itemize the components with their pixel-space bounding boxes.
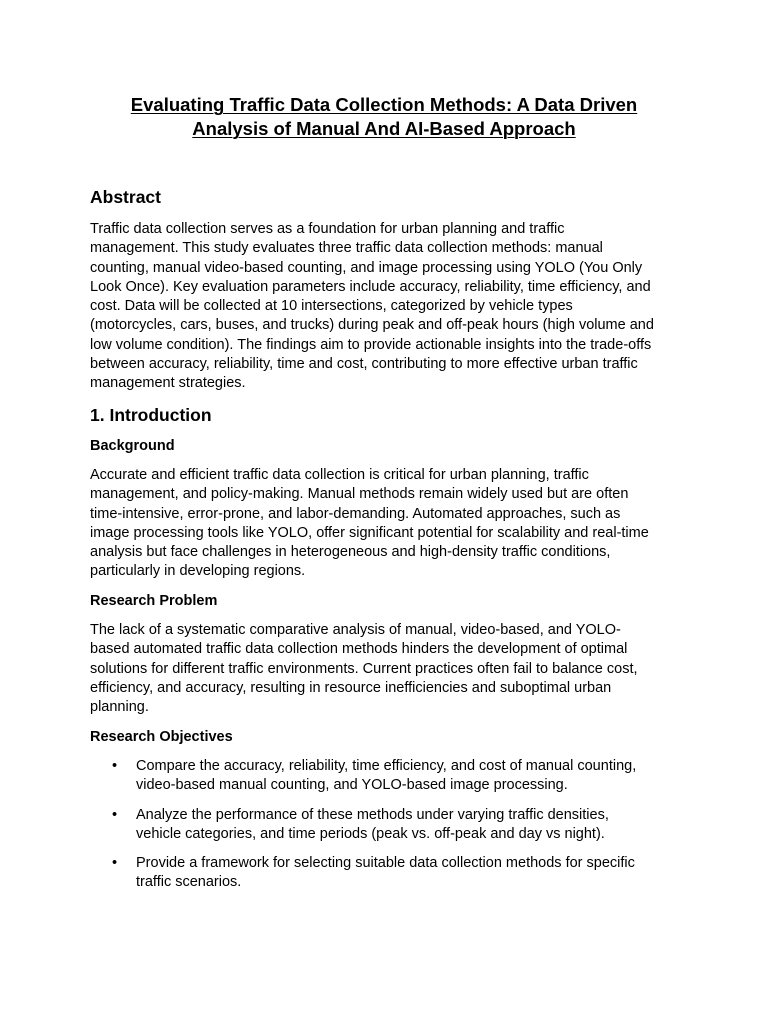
abstract-paragraph [90,220,686,394]
text-line: time-intensive, error-prone, and labor-demanding. Automated approaches, such as [90,505,621,522]
text-line: efficiency, and accuracy, resulting in resource inefficiencies and suboptimal urban [90,679,612,696]
text-line: cost. Data will be collected at 10 intersections, categorized by vehicle types [90,298,573,315]
list-item [90,757,686,796]
text-line: traffic scenarios. [136,874,242,891]
abstract-heading: Abstract [90,187,161,207]
text-line: based automated traffic data collection methods hinders the development of optimal [90,641,628,658]
text-line: The lack of a systematic comparative analysis of manual, video-based, and YOLO- [90,622,621,638]
text-line: Compare the accuracy, reliability, time efficiency, and cost of manual counting, [136,758,637,774]
text-line: (motorcycles, cars, buses, and trucks) during peak and off-peak hours (high volume and [90,317,654,334]
text-line: Look Once). Key evaluation parameters include accuracy, reliability, time efficiency, and [90,278,651,295]
bullet-icon: • [112,855,118,872]
list-item [90,854,686,893]
text-line: video-based manual counting, and YOLO-based image processing. [136,777,568,794]
text-line: solutions for different traffic environments. Current practices often fail to balance cost, [90,660,638,677]
research-objectives-heading: Research Objectives [90,729,233,745]
list-item [90,806,686,845]
background-paragraph [90,466,686,582]
text-line: Traffic data collection serves as a foundation for urban planning and traffic [90,221,565,237]
text-line: vehicle categories, and time periods (peak vs. off-peak and day vs night). [136,825,605,842]
background-heading: Background [90,438,175,454]
text-line: Accurate and efficient traffic data collection is critical for urban planning, traffic [90,467,589,483]
text-line: management. This study evaluates three traffic data collection methods: manual [90,240,603,257]
text-line: Provide a framework for selecting suitable data collection methods for specific [136,855,635,872]
bullet-icon: • [112,806,118,823]
text-line: planning. [90,699,149,716]
title-line-1: Evaluating Traffic Data Collection Methods: A Data Driven [130,94,638,115]
introduction-heading: 1. Introduction [90,405,212,425]
objectives-list [90,757,686,903]
title-line-2: Analysis of Manual And AI-Based Approach [192,118,576,139]
text-line: low volume condition). The findings aim to provide actionable insights into the trade-offs [90,336,652,353]
text-line: Analyze the performance of these methods under varying traffic densities, [136,806,609,823]
text-line: management strategies. [90,375,246,392]
text-line: particularly in developing regions. [90,563,306,580]
text-line: counting, manual video-based counting, and image processing using YOLO (You Only [90,259,643,276]
text-line: between accuracy, reliability, time and cost, contributing to more effective urban traffic [90,356,638,373]
text-line: analysis but face challenges in heterogeneous and high-density traffic conditions, [90,544,611,561]
bullet-icon: • [112,758,118,774]
text-line: management, and policy-making. Manual methods remain widely used but are often [90,486,629,503]
research-problem-paragraph [90,621,686,717]
document-title [60,93,708,141]
research-problem-heading: Research Problem [90,593,218,609]
text-line: image processing tools like YOLO, offer significant potential for scalability and real-time [90,524,649,541]
